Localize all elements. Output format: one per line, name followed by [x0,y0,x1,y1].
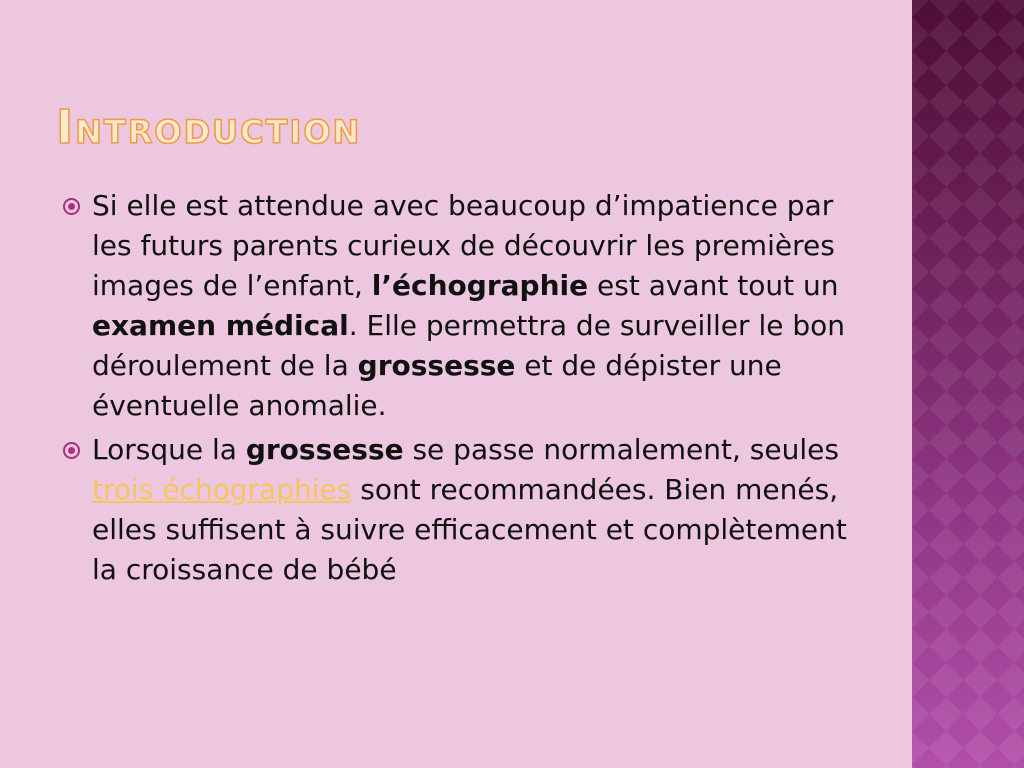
text-segment: Lorsque la [92,433,246,466]
bullet-item-2 [60,430,860,590]
trois-echographies-link[interactable]: trois échographies [92,473,352,506]
bold-text: examen médical [92,309,349,342]
circle-bullet-icon [63,198,80,215]
decorative-side-panel [912,0,1024,768]
bullet-list [60,186,860,594]
text-segment: sont recommandées. Bien menés, elles suffisent à suivre efficacement et complètement la croissance de bébé [92,473,847,586]
bullet-1-text [92,189,845,422]
bullet-2-text [92,433,847,586]
circle-bullet-icon [63,442,80,459]
text-segment: . Elle permettra de surveiller le bon déroulement de la [92,309,846,382]
slide-title: Introduction [56,100,362,154]
bold-text: grossesse [357,349,516,382]
text-segment: Si elle est attendue avec beaucoup d’impatience par les futurs parents curieux de découvrir les premières images de l’enfant, [92,189,835,302]
bold-text: l’échographie [371,269,589,302]
bold-text: grossesse [245,433,404,466]
text-segment: est avant tout un [588,269,839,302]
bullet-item-1 [60,186,860,426]
text-segment: se passe normalement, seules [403,433,839,466]
text-segment: et de dépister une éventuelle anomalie. [92,349,782,422]
